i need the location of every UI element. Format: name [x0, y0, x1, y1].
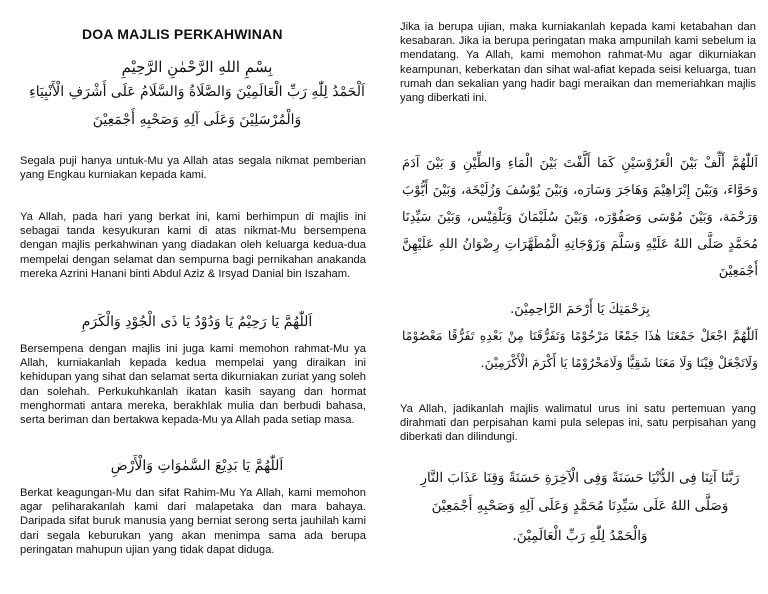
paragraph-walimatul-urus: Ya Allah, jadikanlah majlis walimatul urus ini satu pertemuan yang dirahmati dan perpisahan kami pula selepas ini, satu perpisahan yang diberkati dan dilindungi.	[400, 403, 756, 444]
arabic-opening-line-1: اَلْحَمْدُ لِلّٰهِ رَبِّ الْعَالَمِيْنَ وَالصَّلَاةُ وَالسَّلَامُ عَلَى أَشْرَفِ الْأَنْبِيَاءِ	[29, 84, 365, 100]
arabic-invocation-badi: اَللّٰهُمَّ يَا بَدِيْعَ السَّمٰوَاتِ وَالْأَرْضِ	[110, 458, 284, 474]
paragraph-protection: Berkat keagungan-Mu dan sifat Rahim-Mu Ya Allah, kami memohon agar peliharakanlah kami dari malapetaka dan mara bahaya. Daripada sifat buruk manusia yang berniat serong serta jauhilah kami dari segala keburukan yang akan menimpa sama ada berupa peringatan mahupun ujian yang tidak dapat diduga.	[20, 487, 366, 556]
arabic-closing-line-1: رَبَّنَا آتِنَا فِى الدُّنْيَا حَسَنَةً وَفِى الْآخِرَةِ حَسَنَةً وَقِنَا عَذَابَ النَّارِ	[420, 470, 740, 486]
arabic-dua-couple: اَللّٰهُمَّ أَلِّفْ بَيْنَ الْعَرُوْسَيْنِ كَمَا أَلَّفْتَ بَيْنَ الْمَاءِ وَالطِّيْنِ وَ بَيْنَ آدَمَ وَحَوَّاءَ، وَبَيْنَ إِبْرَاهِيْمَ وَهَاجَرَ وَسَارَه، وَبَيْنَ يُوْسُفَ وَزُلَيْخَة، وَبَيْنَ أَيُّوْبَ وَرَحْمَة، وَبَيْنَ مُوْسَى وَصَفُوْرَه، وَبَيْنَ سُلَيْمَانَ وَبَلْقِيْس، وَبَيْنَ سَيِّدِنَا مُحَمَّدٍ صَلَّى اللهُ عَلَيْهِ وَسَلَّمَ وَزَوْجَاتِهِ الْمُطَهَّرَاتِ رِضْوَانُ اللهِ عَلَيْهِنَّ أَجْمَعِيْنَ	[402, 156, 758, 279]
arabic-invocation-rahim: اَللّٰهُمَّ يَا رَحِيْمُ يَا وَدُوْدُ يَا ذَى الْجُوْدِ وَالْكَرَمِ	[81, 314, 313, 330]
arabic-basmalah: بِسْمِ اللهِ الرَّحْمٰنِ الرَّحِيْمِ	[121, 58, 273, 76]
arabic-dua-gathering: اَللّٰهُمَّ اجْعَلْ جَمْعَنَا هٰذَا جَمْعًا مَرْحُوْمًا وَتَفَرُّقَنَا مِنْ بَعْدِهِ تَفَرُّقًا مَعْصُوْمًا وَلَاتَجْعَلْ فِيْنَا وَلَا مَعَنَا شَقِيًّا وَلَامَحْرُوْمًا يَا أَكْرَمَ الْأَكْرَمِيْنَ.	[402, 328, 758, 370]
document-title: DOA MAJLIS PERKAHWINAN	[82, 26, 283, 42]
paragraph-blessing-couple: Bersempena dengan majlis ini juga kami memohon rahmat-Mu ya Allah, kurniakanlah kepada kedua mempelai yang diraikan ini kehidupan yang sihat dan selamat serta dikurniakan zuriat yang soleh dan solehah. Perkukuhkanlah ikatan kasih sayang dan hormat menghormati antara mereka, berakhlak mulia dan berbudi bahasa, serta beriman dan bertakwa kepada-Mu ya Allah pada setiap masa.	[20, 343, 366, 427]
arabic-dua-couple-ending: بِرَحْمَتِكَ يَا أَرْحَمَ الرَّاحِمِيْنَ.	[510, 302, 650, 317]
paragraph-gathering: Ya Allah, pada hari yang berkat ini, kami berhimpun di majlis ini sebagai tanda kesyukuran kami di atas nikmat-Mu bersempena dengan majlis perkahwinan yang diadakan oleh keluarga kedua-dua mempelai dengan selamat dan sempurna bagi pernikahan anakanda mereka Azrini Hanani binti Abdul Aziz & Irsyad Danial bin Iszaham.	[20, 211, 366, 280]
paragraph-patience: Jika ia berupa ujian, maka kurniakanlah kepada kami ketabahan dan kesabaran. Jika ia berupa peringatan maka ampunilah kami sebelum ia mendatang. Ya Allah, kami memohon rahmat-Mu agar dikurniakan keampunan, keberkatan dan sihat wal-afiat kepada seisi keluarga, tuan rumah dan sekalian yang hadir bagi meraikan dan memeriahkan majlis yang diberkati ini.	[400, 21, 756, 105]
paragraph-praise: Segala puji hanya untuk-Mu ya Allah atas segala nikmat pemberian yang Engkau kurniakan kepada kami.	[20, 155, 366, 182]
arabic-closing-line-3: وَالْحَمْدُ لِلّٰهِ رَبِّ الْعَالَمِيْنَ.	[512, 528, 648, 544]
arabic-opening-line-2: وَالْمُرْسَلِيْنَ وَعَلَى آلِهِ وَصَحْبِهِ أَجْمَعِيْنَ	[92, 112, 302, 128]
arabic-closing-line-2: وَصَلَّى اللهُ عَلَى سَيِّدِنَا مُحَمَّدٍ وَعَلَى آلِهِ وَصَحْبِهِ أَجْمَعِيْنَ	[431, 498, 729, 514]
